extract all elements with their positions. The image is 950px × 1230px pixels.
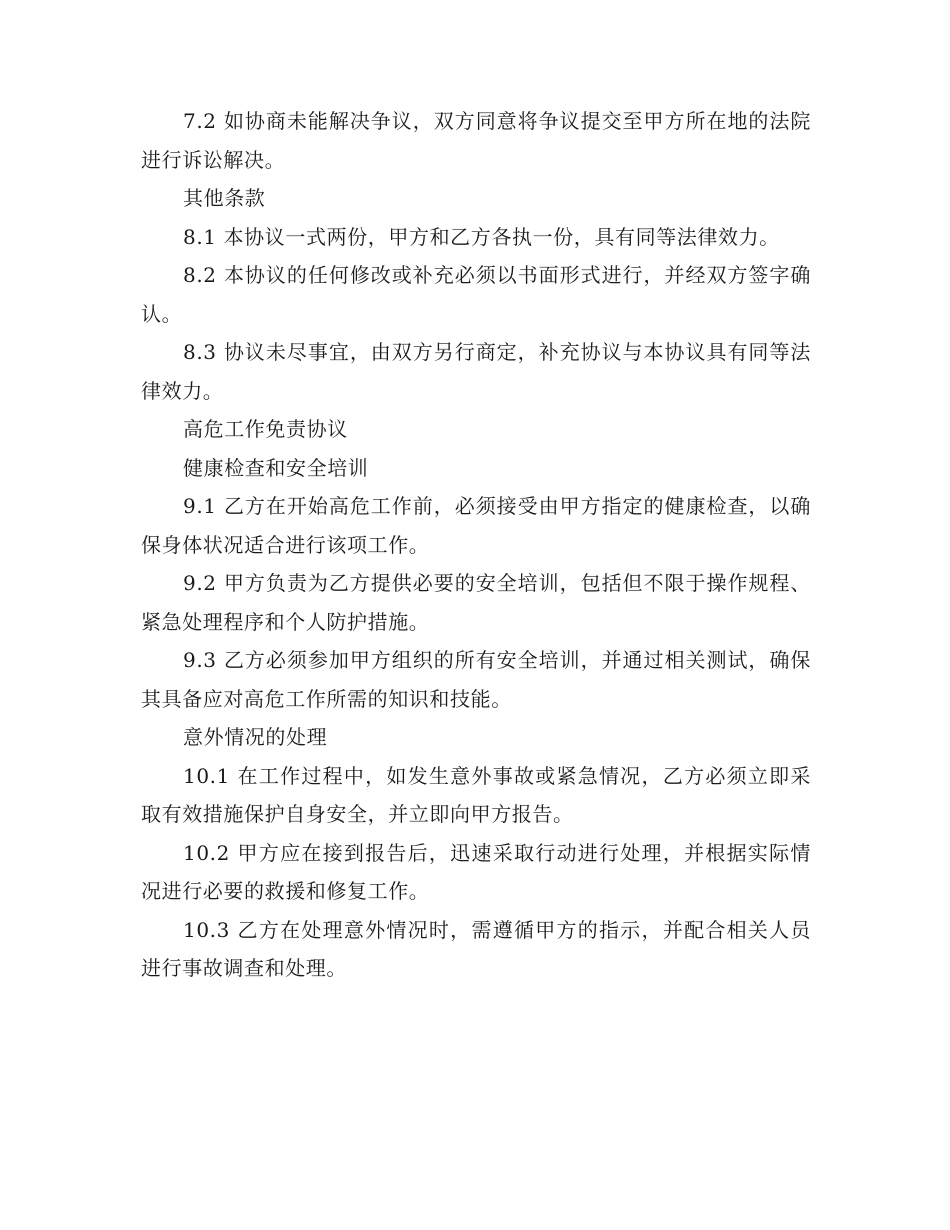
clause-9-3: 9.3 乙方必须参加甲方组织的所有安全培训，并通过相关测试，确保其具备应对高危工作所需的知识和技能。 [141, 648, 811, 711]
clause-9-2: 9.2 甲方负责为乙方提供必要的安全培训，包括但不限于操作规程、紧急处理程序和个人防护措施。 [141, 571, 811, 634]
clause-10-2: 10.2 甲方应在接到报告后，迅速采取行动进行处理，并根据实际情况进行必要的救援和修复工作。 [141, 840, 811, 903]
clause-10-1: 10.1 在工作过程中，如发生意外事故或紧急情况，乙方必须立即采取有效措施保护自身安全，并立即向甲方报告。 [141, 763, 811, 826]
document-body [141, 102, 811, 988]
clause-7-2: 7.2 如协商未能解决争议，双方同意将争议提交至甲方所在地的法院进行诉讼解决。 [141, 109, 811, 172]
clause-8-2: 8.2 本协议的任何修改或补充必须以书面形式进行，并经双方签字确认。 [141, 263, 811, 326]
section-heading-other-terms: 其他条款 [183, 186, 266, 210]
document-title-high-risk-waiver: 高危工作免责协议 [183, 417, 348, 441]
section-heading-accident-handling: 意外情况的处理 [183, 725, 328, 749]
clause-8-3: 8.3 协议未尽事宜，由双方另行商定，补充协议与本协议具有同等法律效力。 [141, 340, 811, 403]
section-heading-health-safety: 健康检查和安全培训 [183, 455, 369, 480]
clause-8-1: 8.1 本协议一式两份，甲方和乙方各执一份，具有同等法律效力。 [183, 224, 780, 249]
clause-10-3: 10.3 乙方在处理意外情况时，需遵循甲方的指示，并配合相关人员进行事故调查和处理。 [141, 917, 811, 980]
clause-9-1: 9.1 乙方在开始高危工作前，必须接受由甲方指定的健康检查，以确保身体状况适合进行该项工作。 [141, 494, 811, 557]
